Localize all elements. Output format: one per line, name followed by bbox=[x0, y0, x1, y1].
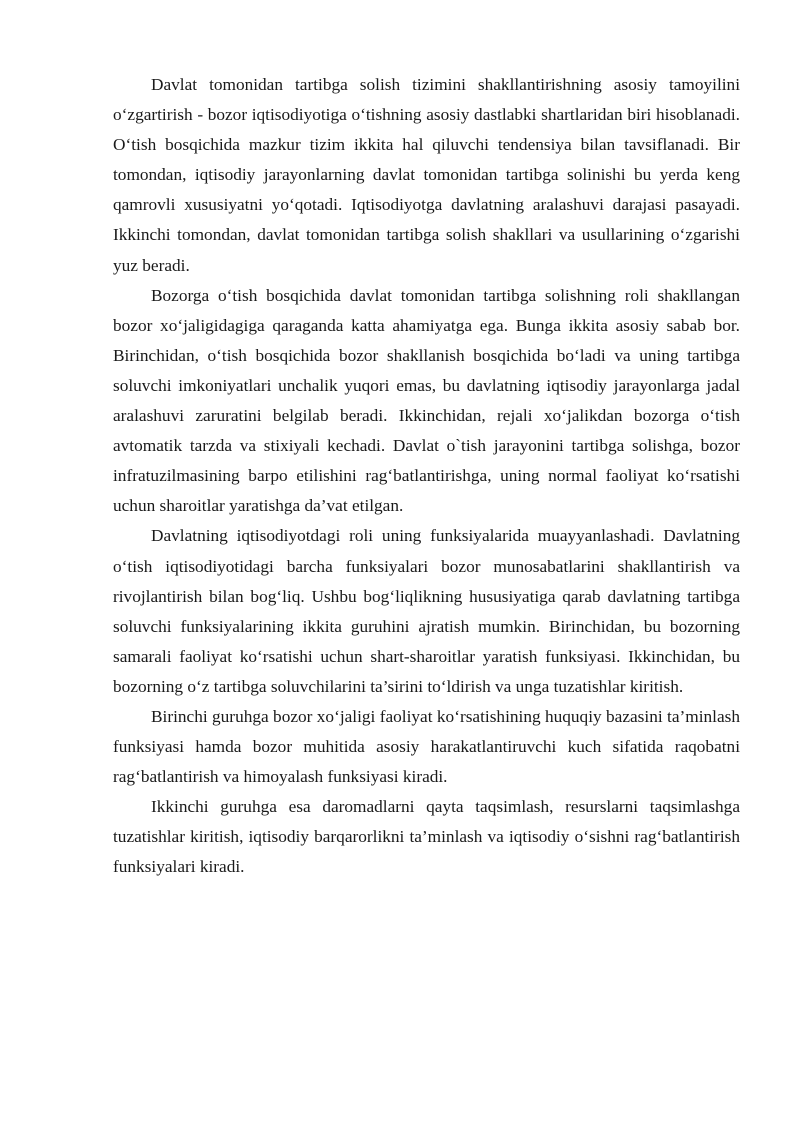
paragraph-3: Davlatning iqtisodiyotdagi roli uning funksiyalarida muayyanlashadi. Davlatning o‘tish iqtisodiyotidagi barcha funksiyalari bozor munosabatlarini shakllantirish va rivojlantirish bilan bog‘liq. Ushbu bog‘liqlikning hususiyatiga qarab davlatning tartibga soluvchi funksiyalarining ikkita guruhini ajratish mumkin. Birinchidan, bu bozorning samarali faoliyat ko‘rsatishi uchun shart-sharoitlar yaratish funksiyasi. Ikkinchidan, bu bozorning o‘z tartibga soluvchilarini ta’sirini to‘ldirish va unga tuzatishlar kiritish. bbox=[113, 526, 740, 696]
paragraph-2: Bozorga o‘tish bosqichida davlat tomonidan tartibga solishning roli shakllangan bozor xo‘jaligidagiga qaraganda katta ahamiyatga ega. Bunga ikkita asosiy sabab bor. Birinchidan, o‘tish bosqichida bozor shakllanish bosqichida bo‘ladi va uning tartibga soluvchi imkoniyatlari unchalik yuqori emas, bu davlatning iqtisodiy jarayonlarga jadal aralashuvi zaruratini belgilab beradi. Ikkinchidan, rejali xo‘jalikdan bozorga o‘tish avtomatik tarzda va stixiyali kechadi. Davlat o`tish jarayonini tartibga solishga, bozor infratuzilmasining barpo etilishini rag‘batlantirishga, uning normal faoliyat ko‘rsatishi uchun sharoitlar yaratishga da’vat etilgan. bbox=[113, 285, 740, 516]
document-page bbox=[113, 70, 740, 883]
paragraph-1: Davlat tomonidan tartibga solish tizimini shakllantirishning asosiy tamoyilini o‘zgartirish - bozor iqtisodiyotiga o‘tishning asosiy dastlabki shartlaridan biri hisoblanadi. O‘tish bosqichida mazkur tizim ikkita hal qiluvchi tendensiya bilan tavsiflanadi. Bir tomondan, iqtisodiy jarayonlarning davlat tomonidan tartibga solinishi bu yerda keng qamrovli xususiyatni yo‘qotadi. Iqtisodiyotga davlatning aralashuvi darajasi pasayadi. Ikkinchi tomondan, davlat tomonidan tartibga solish shakllari va usullarining o‘zgarishi yuz beradi. bbox=[113, 75, 740, 275]
paragraph-4: Birinchi guruhga bozor xo‘jaligi faoliyat ko‘rsatishining huquqiy bazasini ta’minlash funksiyasi hamda bozor muhitida asosiy harakatlantiruvchi kuch sifatida raqobatni rag‘batlantirish va himoyalash funksiyasi kiradi. bbox=[113, 706, 740, 787]
paragraph-5: Ikkinchi guruhga esa daromadlarni qayta taqsimlash, resurslarni taqsimlashga tuzatishlar kiritish, iqtisodiy barqarorlikni ta’minlash va iqtisodiy o‘sishni rag‘batlantirish funksiyalari kiradi. bbox=[113, 797, 740, 877]
